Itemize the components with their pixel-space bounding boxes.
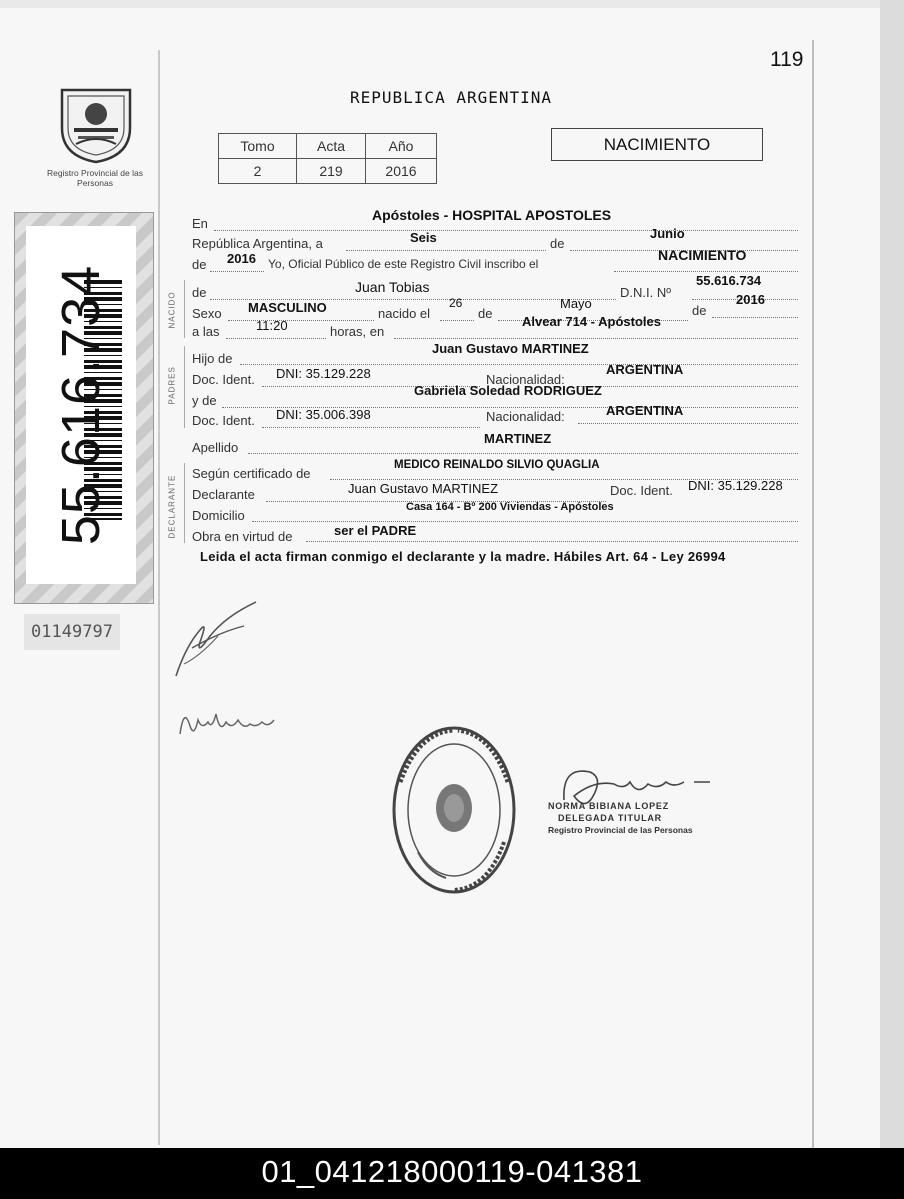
nac2-value: ARGENTINA: [606, 403, 684, 418]
dotted-line: [214, 230, 798, 231]
domicilio-label: Domicilio: [192, 508, 245, 523]
declarante-label: Declarante: [192, 487, 255, 502]
round-stamp-icon: [388, 722, 520, 898]
en-value: Apóstoles - HOSPITAL APOSTOLES: [372, 207, 612, 223]
year-prefix-label: de: [192, 257, 207, 272]
dotted-line: [440, 320, 474, 321]
segun-label: Según certificado de: [192, 466, 311, 481]
mother-value: Gabriela Soledad RODRIGUEZ: [414, 383, 602, 398]
time-value: 11:20: [256, 318, 288, 333]
nac1-value: ARGENTINA: [606, 362, 684, 377]
birth-month: Mayo: [560, 296, 592, 311]
dotted-line: [228, 320, 374, 321]
dotted-line: [240, 364, 798, 365]
declarant-signature-icon: [170, 596, 270, 686]
birth-year: 2016: [736, 292, 765, 307]
nac2-label: Nacionalidad:: [486, 409, 565, 424]
page-number: 119: [770, 48, 804, 71]
dotted-line: [394, 338, 798, 339]
birth-de-label: de: [478, 306, 493, 321]
horas-label: horas, en: [330, 324, 385, 339]
dotted-line: [226, 338, 326, 339]
sexo-value: MASCULINO: [248, 300, 327, 315]
section-label-padres: PADRES: [167, 366, 177, 405]
inscribo-label: Yo, Oficial Público de este Registro Civil inscribo el: [268, 257, 539, 271]
record-table: [218, 133, 437, 184]
doc2-label: Doc. Ident.: [192, 413, 255, 428]
official-office: Registro Provincial de las Personas: [548, 825, 693, 835]
birth-de2-label: de: [692, 303, 707, 318]
declarante-value: Juan Gustavo MARTINEZ: [348, 481, 499, 496]
obra-value: ser el PADRE: [334, 523, 417, 538]
day-value: Seis: [410, 230, 437, 245]
segun-value: MEDICO REINALDO SILVIO QUAGLIA: [394, 459, 600, 471]
right-edge-shadow: [880, 0, 904, 1148]
birth-day: 26: [449, 296, 463, 310]
margin-rule: [158, 50, 160, 1145]
alas-label: a las: [192, 324, 220, 339]
registry-name: Registro Provincial de las Personas: [47, 168, 143, 188]
doc3-label: Doc. Ident.: [610, 483, 673, 498]
section-label-declarante: DECLARANTE: [167, 474, 177, 539]
dotted-line: [346, 250, 546, 251]
country-heading: REPUBLICA ARGENTINA: [350, 88, 553, 107]
dotted-line: [578, 423, 798, 424]
father-value: Juan Gustavo MARTINEZ: [432, 341, 589, 356]
table-header-acta: Acta: [297, 134, 366, 159]
nacido-label: nacido el: [378, 306, 431, 321]
dotted-line: [578, 386, 798, 387]
dni-value: 55.616.734: [696, 273, 762, 288]
year-value: 2016: [227, 251, 256, 266]
table-value-ano: 2016: [366, 159, 437, 184]
section-label-nacido: NACIDO: [167, 291, 177, 329]
apellido-label: Apellido: [192, 440, 239, 455]
sexo-label: Sexo: [192, 306, 222, 321]
table-value-tomo: 2: [219, 159, 297, 184]
doc3-value: DNI: 35.129.228: [688, 478, 783, 493]
nac1-label: Nacionalidad:: [486, 372, 565, 387]
table-header-tomo: Tomo: [219, 134, 297, 159]
de-label: de: [550, 236, 565, 251]
place-value: Alvear 714 - Apóstoles: [522, 314, 661, 329]
province-seal-icon: [54, 84, 138, 164]
document-code: 01_041218000119-041381: [261, 1154, 643, 1189]
stamp-number: 01149797: [24, 614, 120, 650]
name-value: Juan Tobias: [355, 279, 430, 295]
domicilio-value: Casa 164 - Bº 200 Viviendas - Apóstoles: [406, 501, 614, 513]
republica-label: República Argentina, a: [192, 236, 323, 251]
dotted-line: [712, 317, 798, 318]
dni-label: D.N.I. Nº: [620, 285, 671, 300]
dotted-line: [252, 521, 798, 522]
mother-signature-icon: [176, 700, 286, 744]
apellido-value: MARTINEZ: [484, 431, 552, 446]
dotted-line: [210, 271, 264, 272]
dotted-line: [306, 541, 798, 542]
group-line-declarante: [184, 463, 185, 543]
group-line-padres: [184, 346, 185, 428]
table-header-ano: Año: [366, 134, 437, 159]
closing-text: Leida el acta firman conmigo el declarante y la madre. Hábiles Art. 64 - Ley 26994: [200, 549, 726, 564]
group-line-nacido: [184, 280, 185, 338]
hijo-label: Hijo de: [192, 351, 233, 366]
doc1-label: Doc. Ident.: [192, 372, 255, 387]
doc1-value: DNI: 35.129.228: [276, 366, 371, 381]
en-label: En: [192, 216, 208, 231]
month-value: Junio: [650, 226, 685, 241]
official-name: NORMA BIBIANA LOPEZ: [548, 801, 670, 811]
barcode-number: 55.616.734: [51, 264, 111, 546]
table-value-acta: 219: [297, 159, 366, 184]
official-block: [548, 800, 693, 836]
dotted-line: [262, 427, 480, 428]
doc2-value: DNI: 35.006.398: [276, 407, 371, 422]
dotted-line: [614, 271, 798, 272]
inscribo-value: NACIMIENTO: [658, 247, 747, 263]
yde-label: y de: [192, 393, 217, 408]
official-title: DELEGADA TITULAR: [558, 813, 662, 823]
obra-label: Obra en virtud de: [192, 529, 293, 544]
dotted-line: [248, 453, 798, 454]
record-type-box: NACIMIENTO: [551, 128, 763, 161]
top-edge: [0, 0, 904, 8]
name-label: de: [192, 285, 207, 300]
right-rule: [812, 40, 814, 1148]
